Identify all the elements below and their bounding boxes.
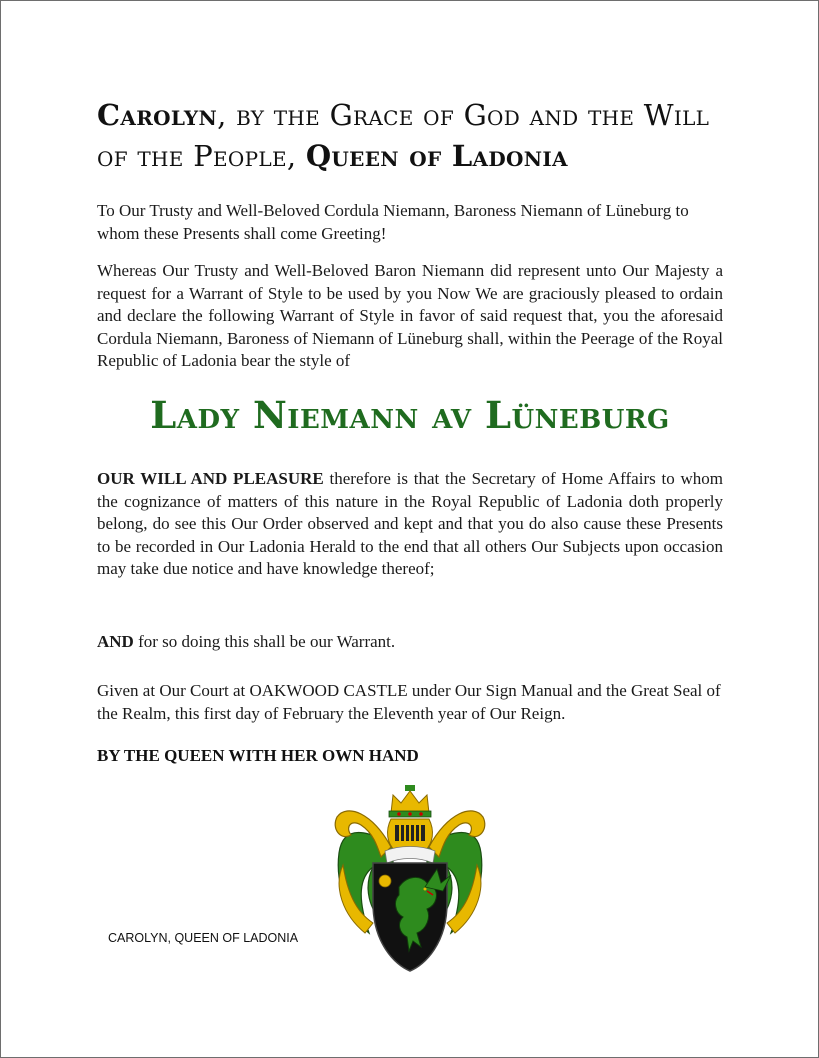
coat-of-arms-icon	[329, 783, 491, 973]
given-paragraph: Given at Our Court at OAKWOOD CASTLE under Our Sign Manual and the Great Seal of the Realm, this first day of February the Eleventh year of Our Reign.	[97, 681, 721, 723]
by-the-queen-line: BY THE QUEEN WITH HER OWN HAND	[97, 746, 419, 765]
royal-heading	[97, 95, 737, 177]
will-text: therefore is that the Secretary of Home Affairs to whom the cognizance of matters of this nature in the Royal Republic of Ladonia doth properly belong, do see this Our Order observed and kept and that you do also cause these Presents to be recorded in Our Ladonia Herald to the end that all others Our Subjects upon occasion may take due notice and have knowledge thereof;	[97, 469, 724, 578]
will-paragraph	[97, 468, 723, 581]
style-title: Lady Niemann av Lüneburg	[150, 393, 670, 437]
heading-middle: , by the Grace of God and the Will of the People,	[97, 98, 710, 173]
and-lead: AND	[97, 632, 134, 651]
will-lead: OUR WILL AND PLEASURE	[97, 469, 324, 488]
and-text: for so doing this shall be our Warrant.	[133, 632, 396, 651]
address-paragraph: To Our Trusty and Well-Beloved Cordula Niemann, Baroness Niemann of Lüneburg to whom these Presents shall come Greeting!	[97, 201, 689, 243]
whereas-paragraph: Whereas Our Trusty and Well-Beloved Baron Niemann did represent unto Our Majesty a request for a Warrant of Style to be used by you Now We are graciously pleased to ordain and declare the following Warrant of Style in favor of said request that, you the aforesaid Cordula Niemann, Baroness of Niemann of Lüneburg shall, within the Peerage of the Royal Republic of Ladonia bear the style of	[97, 261, 723, 370]
monarch-name: Carolyn	[97, 98, 218, 132]
signature-line: CAROLYN, QUEEN OF LADONIA	[108, 931, 299, 945]
monarch-title: Queen of Ladonia	[305, 139, 568, 173]
warrant-paragraph	[97, 631, 723, 654]
